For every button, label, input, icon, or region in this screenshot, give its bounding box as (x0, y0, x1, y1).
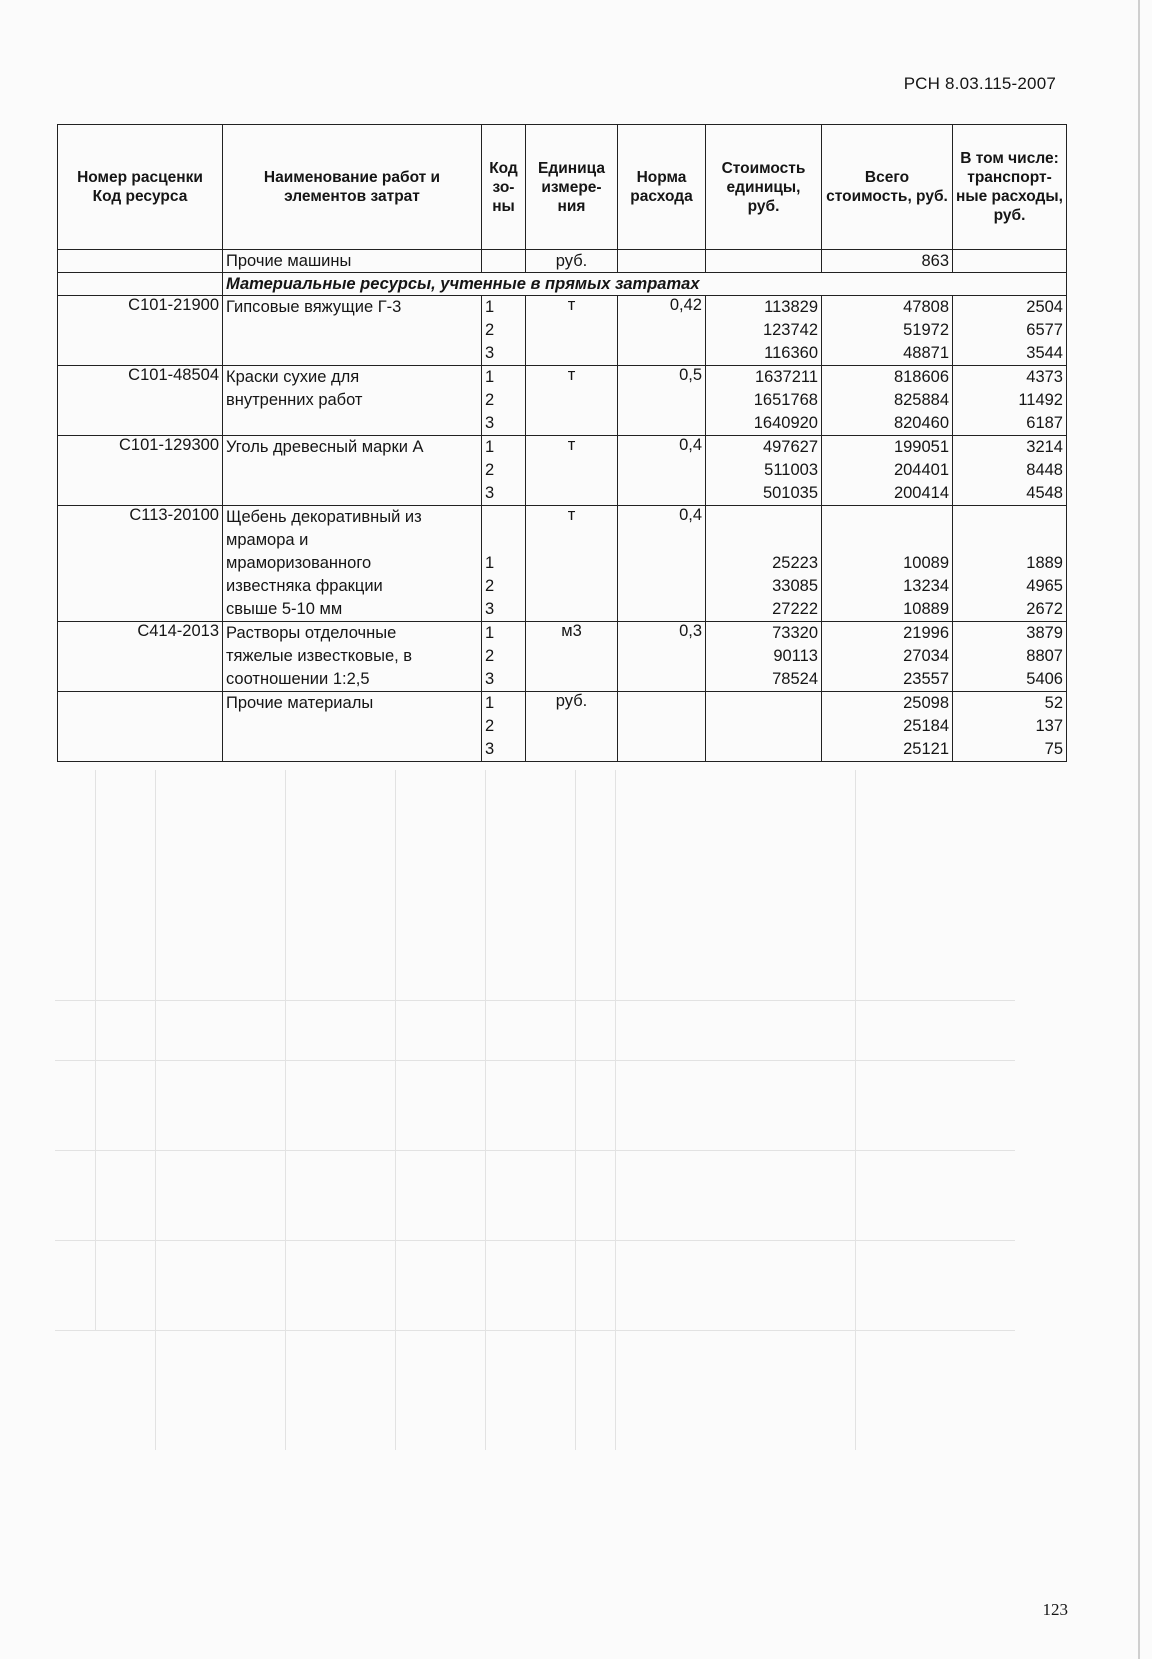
zone-code: 1 (485, 438, 495, 456)
transport-cost-value: 3214 (1026, 438, 1063, 456)
work-name (223, 296, 482, 366)
total-costs (822, 506, 953, 622)
transport-cost-value: 52 (1044, 694, 1063, 712)
zone-code: 1 (485, 298, 495, 316)
work-name-line: Гипсовые вяжущие Г-3 (226, 298, 402, 316)
unit-cost-value: 511003 (764, 461, 818, 479)
header-unit-cost: Стоимость единицы, руб. (706, 125, 822, 250)
table-row (58, 692, 1067, 762)
total-cost-value: 25098 (903, 694, 949, 712)
total-costs (822, 436, 953, 506)
work-name-line: свыше 5-10 мм (226, 600, 343, 618)
norm (618, 692, 706, 762)
page-number: 123 (1042, 1600, 1068, 1619)
unit-cost-value: 116360 (764, 344, 818, 362)
work-name-line: тяжелые известковые, в (226, 647, 413, 665)
total-cost-value: 10889 (903, 600, 949, 618)
transport-cost-value: 4373 (1026, 368, 1063, 386)
zone-code: 2 (485, 647, 495, 665)
transport-cost-value: 137 (1035, 717, 1063, 735)
transport-costs (953, 296, 1067, 366)
header-unit: Единица измере-ния (526, 125, 618, 250)
total-cost-value: 21996 (903, 624, 949, 642)
work-name-line: Щебень декоративный из (226, 508, 422, 526)
unit: т (526, 506, 618, 622)
resource-cost-table (57, 124, 1067, 762)
zone-code: 3 (485, 740, 495, 758)
unit-costs (706, 506, 822, 622)
total-cost-value: 13234 (903, 577, 949, 595)
unit: м3 (526, 622, 618, 692)
unit-costs (706, 692, 822, 762)
zone-code: 1 (485, 624, 495, 642)
unit-cost-value: 1640920 (753, 414, 818, 432)
table-row (58, 436, 1067, 506)
machines-row (58, 250, 1067, 273)
zone-code: 3 (485, 670, 495, 688)
norm: 0,5 (618, 366, 706, 436)
transport-costs (953, 366, 1067, 436)
rate-code (58, 692, 223, 762)
transport-costs (953, 506, 1067, 622)
work-name (223, 506, 482, 622)
zone-codes (482, 622, 526, 692)
work-name-line: Растворы отделочные (226, 624, 397, 642)
transport-cost-value: 3544 (1026, 344, 1063, 362)
zone-codes (482, 506, 526, 622)
transport-costs (953, 622, 1067, 692)
unit-cost-value (709, 692, 818, 715)
zone-code: 2 (485, 461, 495, 479)
zone-codes (482, 366, 526, 436)
total-costs (822, 366, 953, 436)
transport-cost-value: 8807 (1026, 647, 1063, 665)
unit-cost-value: 123742 (762, 321, 818, 339)
unit-cost-value: 113829 (764, 298, 818, 316)
unit-cost-value: 1637211 (754, 368, 818, 386)
header-total-cost: Всего стоимость, руб. (822, 125, 953, 250)
unit-cost-value: 73320 (772, 624, 818, 642)
transport-cost-value: 4965 (1026, 577, 1063, 595)
work-name-line: Прочие материалы (226, 694, 374, 712)
rate-code: С414-2013 (58, 622, 223, 692)
total-cost-value: 51972 (903, 321, 949, 339)
transport-cost-value: 6187 (1026, 414, 1063, 432)
rate-code: С101-21900 (58, 296, 223, 366)
zone-code: 2 (485, 717, 495, 735)
total-costs (822, 296, 953, 366)
work-name-line: соотношении 1:2,5 (226, 670, 370, 688)
machines-total: 863 (822, 250, 953, 273)
work-name (223, 622, 482, 692)
scan-edge-line (1138, 0, 1140, 1659)
show-through-artifacts (55, 770, 1015, 1450)
work-name-line: Уголь древесный марки А (226, 438, 424, 456)
total-cost-value: 48871 (903, 344, 949, 362)
unit: т (526, 366, 618, 436)
zone-codes (482, 692, 526, 762)
rate-code: С113-20100 (58, 506, 223, 622)
section-row (58, 273, 1067, 296)
unit-cost-value: 78524 (772, 670, 818, 688)
total-cost-value: 27034 (903, 647, 949, 665)
unit-cost-value: 90113 (773, 647, 818, 665)
unit-cost-value (709, 715, 818, 738)
zone-codes (482, 296, 526, 366)
total-cost-value: 23557 (903, 670, 949, 688)
transport-cost-value: 6577 (1026, 321, 1063, 339)
work-name-line: мрамора и (226, 531, 309, 549)
machines-name: Прочие машины (223, 250, 482, 273)
total-costs (822, 622, 953, 692)
zone-code: 1 (485, 694, 495, 712)
total-cost-value: 818606 (893, 368, 949, 386)
total-cost-value: 25121 (903, 740, 949, 758)
total-cost-value: 204401 (893, 461, 949, 479)
work-name-line: Краски сухие для (226, 368, 360, 386)
unit: руб. (526, 692, 618, 762)
transport-cost-value: 5406 (1026, 670, 1063, 688)
unit-cost-value: 501035 (762, 484, 818, 502)
transport-cost-value: 4548 (1026, 484, 1063, 502)
transport-cost-value: 2672 (1026, 600, 1063, 618)
header-transport-cost: В том числе: транспорт-ные расходы, руб. (953, 125, 1067, 250)
unit-cost-value: 1651768 (753, 391, 818, 409)
work-name-line: мраморизованного (226, 554, 372, 572)
unit-costs (706, 436, 822, 506)
norm: 0,4 (618, 506, 706, 622)
unit-costs (706, 622, 822, 692)
table-row (58, 506, 1067, 622)
transport-cost-value: 2504 (1026, 298, 1063, 316)
work-name (223, 436, 482, 506)
section-title: Материальные ресурсы, учтенные в прямых затратах (223, 273, 1067, 296)
zone-code: 2 (485, 391, 495, 409)
document-header-code: РСН 8.03.115-2007 (903, 74, 1056, 93)
total-cost-value: 825884 (893, 391, 949, 409)
machines-unit: руб. (526, 250, 618, 273)
zone-code: 2 (485, 577, 495, 595)
norm: 0,42 (618, 296, 706, 366)
total-cost-value: 199051 (893, 438, 949, 456)
rate-code: С101-129300 (58, 436, 223, 506)
transport-cost-value: 75 (1044, 740, 1063, 758)
norm: 0,3 (618, 622, 706, 692)
transport-costs (953, 436, 1067, 506)
work-name (223, 366, 482, 436)
zone-code: 3 (485, 600, 495, 618)
zone-codes (482, 436, 526, 506)
unit-cost-value: 27222 (772, 600, 818, 618)
total-cost-value: 200414 (893, 484, 949, 502)
transport-costs (953, 692, 1067, 762)
header-zone-code: Код зо-ны (482, 125, 526, 250)
transport-cost-value: 11492 (1018, 391, 1063, 409)
norm: 0,4 (618, 436, 706, 506)
unit: т (526, 436, 618, 506)
unit-costs (706, 366, 822, 436)
total-cost-value: 47808 (903, 298, 949, 316)
zone-code: 1 (485, 554, 495, 572)
transport-cost-value: 3879 (1026, 624, 1063, 642)
unit-cost-value: 497627 (762, 438, 818, 456)
total-cost-value: 25184 (903, 717, 949, 735)
table-row (58, 366, 1067, 436)
zone-code: 2 (485, 321, 495, 339)
table-header-row (58, 125, 1067, 250)
work-name (223, 692, 482, 762)
total-costs (822, 692, 953, 762)
unit-cost-value (709, 738, 818, 761)
unit: т (526, 296, 618, 366)
zone-code: 3 (485, 484, 495, 502)
zone-code: 3 (485, 414, 495, 432)
table-row (58, 296, 1067, 366)
transport-cost-value: 8448 (1026, 461, 1063, 479)
total-cost-value: 10089 (903, 554, 949, 572)
work-name-line: внутренних работ (226, 391, 363, 409)
work-name-line: известняка фракции (226, 577, 383, 595)
unit-cost-value: 33085 (772, 577, 818, 595)
unit-costs (706, 296, 822, 366)
zone-code: 1 (485, 368, 495, 386)
unit-cost-value: 25223 (772, 554, 818, 572)
header-rate-code: Номер расценки Код ресурса (58, 125, 223, 250)
zone-code: 3 (485, 344, 495, 362)
header-work-name: Наименование работ и элементов затрат (223, 125, 482, 250)
transport-cost-value: 1889 (1026, 554, 1063, 572)
rate-code: С101-48504 (58, 366, 223, 436)
header-norm: Норма расхода (618, 125, 706, 250)
table-row (58, 622, 1067, 692)
total-cost-value: 820460 (893, 414, 949, 432)
